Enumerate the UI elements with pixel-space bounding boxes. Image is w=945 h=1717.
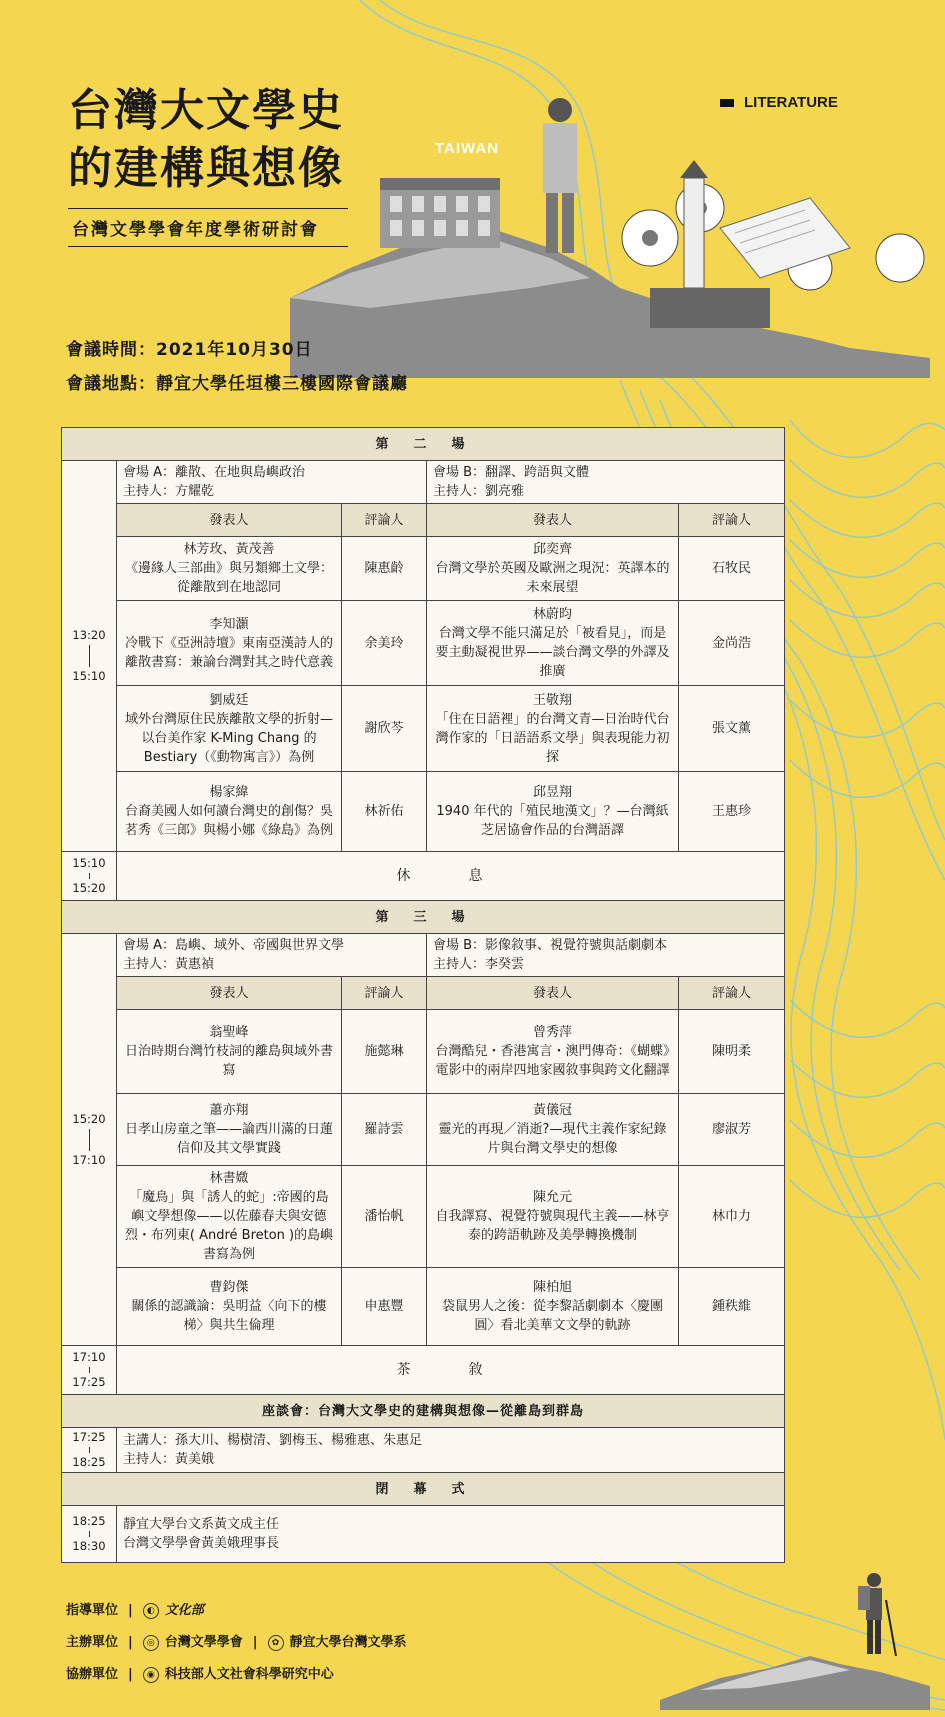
presenter-name: 邱奕齊 xyxy=(532,542,572,557)
session3-title: 第 三 場 xyxy=(62,901,785,934)
university-logo-icon: ✿ xyxy=(268,1635,284,1651)
paper-title: 冷戰下《亞洲詩壇》東南亞漢詩人的離散書寫：兼論台灣對其之時代意義 xyxy=(124,635,333,670)
host-row xyxy=(66,1627,407,1659)
presenter-name: 邱昱翔 xyxy=(532,785,572,800)
paper-title: 《邊緣人三部曲》與另類鄉土文學：從離散到在地認同 xyxy=(124,561,333,595)
presenter-name: 陳允元 xyxy=(532,1190,572,1205)
venue-a-title: 會場 A：離散、在地與島嶼政治 xyxy=(123,465,306,480)
taiwan-label: TAIWAN xyxy=(435,140,500,157)
time-divider xyxy=(89,1531,90,1537)
presenter-name: 林書媺 xyxy=(209,1171,249,1186)
session3-venue-b xyxy=(427,934,785,977)
col-commentator-a: 評論人 xyxy=(342,504,427,537)
schedule-table xyxy=(61,427,785,1563)
paper-title: 1940 年代的「殖民地漢文」？—台灣紙芝居協會作品的台灣語譯 xyxy=(436,804,669,838)
presenter-name: 曹鈞傑 xyxy=(209,1280,249,1295)
time-divider xyxy=(89,1447,90,1453)
forum-time xyxy=(62,1428,117,1473)
presentation-b xyxy=(427,537,679,601)
paper-title: 域外台灣原住民族離散文學的折射—以台美作家 K-Ming Chang 的 Bestiary（《動物寓言》）為例 xyxy=(124,711,333,765)
event-venue: 會議地點：靜宜大學任垣樓三樓國際會議廳 xyxy=(66,374,408,394)
venue-b-host: 主持人：李癸雲 xyxy=(433,957,525,972)
break1-label: 休 息 xyxy=(117,852,785,901)
presenter-name: 林芳玫、黃茂善 xyxy=(183,542,275,557)
presentation-a xyxy=(117,537,342,601)
paper-title: 「住在日語裡」的台灣文青—日治時代台灣作家的「日語語系文學」與表現能力初探 xyxy=(435,711,670,765)
society-logo-icon: ◎ xyxy=(143,1635,159,1651)
forum-end: 18:25 xyxy=(72,1455,106,1469)
venue-b-title: 會場 B：翻譯、跨語與文體 xyxy=(433,465,590,480)
presentation-b xyxy=(427,686,679,772)
commentator: 王惠珍 xyxy=(679,772,785,852)
presentation-b xyxy=(427,772,679,852)
commentator: 施懿琳 xyxy=(342,1010,427,1094)
presenter-name: 王敬翔 xyxy=(532,692,572,708)
presenter-name: 劉威廷 xyxy=(209,692,249,708)
presentation-a xyxy=(117,686,342,772)
session2-end: 15:10 xyxy=(72,669,106,683)
venue-a-host: 主持人：黃惠禎 xyxy=(123,957,215,972)
paper-title: 台裔美國人如何讀台灣史的創傷？吳茗秀《三郎》與楊小娜《綠島》為例 xyxy=(124,804,333,838)
col-commentator-b: 評論人 xyxy=(679,977,785,1010)
session2-start: 13:20 xyxy=(72,628,106,642)
presentation-a xyxy=(117,1268,342,1346)
host-org-2: 靜宜大學台灣文學系 xyxy=(289,1635,407,1650)
presenter-name: 楊家緯 xyxy=(209,785,249,800)
event-info xyxy=(66,333,408,401)
paper-title: 靈光的再現／消逝?—現代主義作家紀錄片與台灣文學史的想像 xyxy=(438,1122,667,1156)
event-date: 會議時間：2021年10月30日 xyxy=(66,340,313,360)
forum-title: 座談會：台灣大文學史的建構與想像—從離島到群島 xyxy=(62,1395,785,1428)
paper-title: 袋鼠男人之後：從李黎話劇劇本〈慶團圓〉看北美華文文學的軌跡 xyxy=(441,1299,663,1333)
time-divider xyxy=(89,873,90,879)
title-line-1: 台灣大文學史 xyxy=(68,85,344,136)
presentation-a xyxy=(117,1166,342,1268)
commentator: 陳惠齡 xyxy=(342,537,427,601)
commentator: 鍾秩維 xyxy=(679,1268,785,1346)
event-subtitle: 台灣文學學會年度學術研討會 xyxy=(68,208,348,247)
break1-time xyxy=(62,852,117,901)
guide-row xyxy=(66,1595,407,1627)
guide-label: 指導單位 xyxy=(66,1603,119,1618)
co-row xyxy=(66,1659,407,1691)
session3-start: 15:20 xyxy=(72,1111,106,1126)
commentator: 申惠豐 xyxy=(342,1268,427,1346)
presentation-a xyxy=(117,772,342,852)
paper-title: 日治時期台灣竹枝詞的離島與域外書寫 xyxy=(124,1044,333,1078)
forum-host: 主持人：黃美娥 xyxy=(123,1452,215,1467)
venue-b-title: 會場 B：影像敘事、視覺符號與話劇劇本 xyxy=(433,938,668,953)
commentator: 羅詩雲 xyxy=(342,1094,427,1166)
forum-speakers: 主講人：孫大川、楊樹清、劉梅玉、楊雅惠、朱惠足 xyxy=(123,1433,423,1448)
paper-title: 日孝山房童之筆——論西川滿的日蓮信仰及其文學實踐 xyxy=(124,1122,333,1156)
commentator: 林祈佑 xyxy=(342,772,427,852)
session2-time xyxy=(62,461,117,852)
presentation-a xyxy=(117,1094,342,1166)
break1-end: 15:20 xyxy=(72,881,106,895)
break2-label: 茶 敘 xyxy=(117,1346,785,1395)
break1-start: 15:10 xyxy=(72,856,106,870)
closing-line-1: 靜宜大學台文系黃文成主任 xyxy=(123,1517,280,1532)
col-presenter-a: 發表人 xyxy=(117,977,342,1010)
presentation-b xyxy=(427,1010,679,1094)
commentator: 余美玲 xyxy=(342,601,427,686)
closing-title: 閉 幕 式 xyxy=(62,1473,785,1506)
col-presenter-b: 發表人 xyxy=(427,977,679,1010)
presentation-a xyxy=(117,1010,342,1094)
literature-label: LITERATURE xyxy=(744,94,838,111)
paper-title: 台灣酷兒・香港寓言・澳門傳奇：《蝴蝶》電影中的兩岸四地家國敘事與跨文化翻譯 xyxy=(435,1044,670,1078)
presenter-name: 蕭亦翔 xyxy=(209,1103,249,1118)
presenter-name: 李知灝 xyxy=(209,616,249,632)
host-org-1: 台灣文學學會 xyxy=(164,1635,243,1650)
break2-time xyxy=(62,1346,117,1395)
venue-a-host: 主持人：方耀乾 xyxy=(123,484,215,499)
guide-org: 文化部 xyxy=(164,1603,204,1618)
presenter-name: 翁聖峰 xyxy=(209,1025,249,1040)
paper-title: 台灣文學不能只滿足於「被看見」，而是要主動凝視世界——談台灣文學的外譯及推廣 xyxy=(435,626,670,679)
paper-title: 關係的認識論：吳明益〈向下的樓梯〉與共生倫理 xyxy=(131,1299,327,1333)
presenter-name: 黃儀冠 xyxy=(532,1103,572,1118)
separator: | xyxy=(252,1635,258,1650)
session2-venue-a xyxy=(117,461,427,504)
paper-title: 台灣文學於英國及歐洲之現況：英譯本的未來展望 xyxy=(435,561,670,595)
ministry-logo-icon: ◐ xyxy=(143,1603,159,1619)
research-center-logo-icon: ◉ xyxy=(143,1667,159,1683)
session3-end: 17:10 xyxy=(72,1152,106,1167)
footer-organizers xyxy=(66,1595,407,1691)
presenter-name: 林蔚昀 xyxy=(532,607,572,622)
paper-title: 「魔鳥」與「誘人的蛇」:帝國的島嶼文學想像——以佐藤春夫與安德烈・布列東( André Breton )的島嶼書寫為例 xyxy=(124,1190,334,1262)
commentator: 陳明柔 xyxy=(679,1010,785,1094)
presentation-a xyxy=(117,601,342,686)
presenter-name: 陳柏旭 xyxy=(532,1280,572,1295)
closing-details xyxy=(117,1506,785,1563)
venue-a-title: 會場 A：島嶼、域外、帝國與世界文學 xyxy=(123,938,345,953)
break2-start: 17:10 xyxy=(72,1350,106,1364)
presentation-b xyxy=(427,1268,679,1346)
commentator: 林巾力 xyxy=(679,1166,785,1268)
closing-time xyxy=(62,1506,117,1563)
session3-venue-a xyxy=(117,934,427,977)
title-line-2: 的建構與想像 xyxy=(68,143,344,194)
forum-details xyxy=(117,1428,785,1473)
separator: | xyxy=(128,1667,133,1682)
venue-b-host: 主持人：劉亮雅 xyxy=(433,484,525,499)
commentator: 金尚浩 xyxy=(679,601,785,686)
col-commentator-a: 評論人 xyxy=(342,977,427,1010)
commentator: 潘怡帆 xyxy=(342,1166,427,1268)
hiker-on-mountain-image xyxy=(660,1560,930,1710)
break2-end: 17:25 xyxy=(72,1375,106,1389)
forum-start: 17:25 xyxy=(72,1430,106,1444)
col-presenter-b: 發表人 xyxy=(427,504,679,537)
paper-title: 自我譯寫、視覺符號與現代主義——林亨泰的跨語軌跡及美學轉換機制 xyxy=(435,1209,670,1243)
session2-venue-b xyxy=(427,461,785,504)
commentator: 謝欣芩 xyxy=(342,686,427,772)
closing-line-2: 台灣文學學會黃美娥理事長 xyxy=(123,1536,280,1551)
session3-time xyxy=(62,934,117,1346)
separator: | xyxy=(128,1635,133,1650)
presentation-b xyxy=(427,1166,679,1268)
separator: | xyxy=(128,1603,133,1618)
time-divider xyxy=(89,645,90,667)
presentation-b xyxy=(427,601,679,686)
presentation-b xyxy=(427,1094,679,1166)
co-label: 協辦單位 xyxy=(66,1667,119,1682)
host-label: 主辦單位 xyxy=(66,1635,119,1650)
session2-title: 第 二 場 xyxy=(62,428,785,461)
col-commentator-b: 評論人 xyxy=(679,504,785,537)
closing-end: 18:30 xyxy=(72,1539,106,1553)
closing-start: 18:25 xyxy=(72,1514,106,1528)
time-divider xyxy=(89,1129,90,1151)
presenter-name: 曾秀萍 xyxy=(532,1025,572,1040)
commentator: 張文薰 xyxy=(679,686,785,772)
commentator: 廖淑芳 xyxy=(679,1094,785,1166)
commentator: 石牧民 xyxy=(679,537,785,601)
co-org: 科技部人文社會科學研究中心 xyxy=(164,1667,334,1682)
col-presenter-a: 發表人 xyxy=(117,504,342,537)
time-divider xyxy=(89,1367,90,1373)
